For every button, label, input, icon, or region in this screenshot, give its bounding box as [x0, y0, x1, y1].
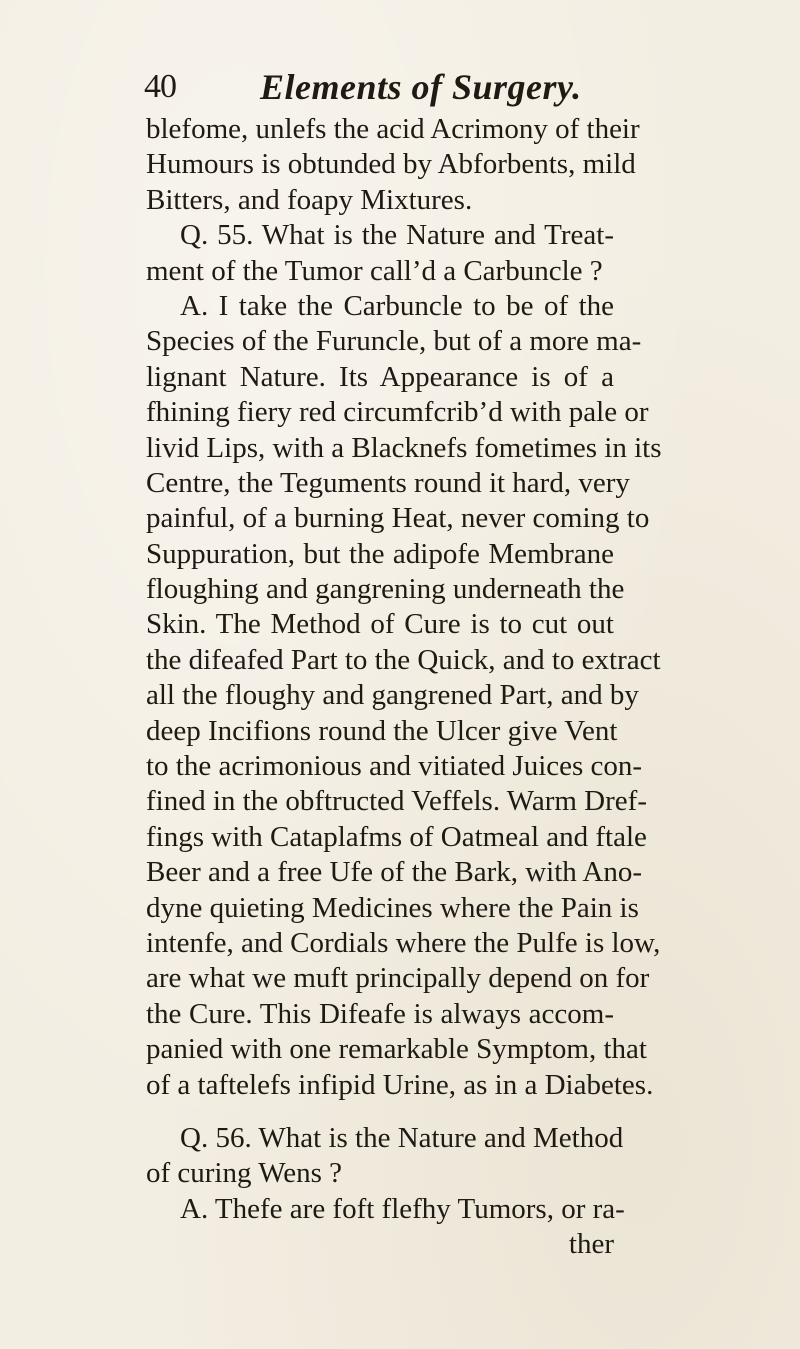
- text-line: fined in the obftructed Veffels. Warm Dref-: [146, 785, 647, 818]
- text-line: floughing and gangrening underneath the: [146, 573, 625, 606]
- text-line: Humours is obtunded by Abforbents, mild: [146, 148, 636, 181]
- text-line: deep Incifions round the Ulcer give Vent: [146, 714, 618, 747]
- text-line: ment of the Tumor call’d a Carbuncle ?: [146, 254, 603, 287]
- text-line: Species of the Furuncle, but of a more ma-: [146, 325, 642, 358]
- text-line: Skin. The Method of Cure is to cut out: [146, 608, 614, 641]
- question-55-line: Q. 55. What is the Nature and Treat-: [180, 219, 614, 252]
- text-line: fings with Cataplafms of Oatmeal and ftale: [146, 820, 647, 853]
- page-header: [144, 66, 614, 112]
- text-line: panied with one remarkable Symptom, that: [146, 1033, 647, 1066]
- question-56-line: Q. 56. What is the Nature and Method: [180, 1121, 624, 1154]
- page-number: 40: [144, 68, 176, 105]
- text-line: fhining fiery red circumfcrib’d with pale or: [146, 396, 649, 429]
- answer-55-line: A. I take the Carbuncle to be of the: [180, 289, 614, 322]
- text-line: of curing Wens ?: [146, 1157, 343, 1190]
- text-line: lignant Nature. Its Appearance is of a: [146, 360, 614, 393]
- text-line: the Cure. This Difeafe is always accom-: [146, 997, 614, 1030]
- text-line: dyne quieting Medicines where the Pain is: [146, 891, 639, 924]
- text-line: Beer and a free Ufe of the Bark, with Ano-: [146, 856, 643, 889]
- running-title: Elements of Surgery.: [260, 67, 582, 107]
- answer-56-line: A. Thefe are foft flefhy Tumors, or ra-: [180, 1192, 625, 1225]
- text-line: the difeafed Part to the Quick, and to extract: [146, 643, 661, 676]
- text-line: painful, of a burning Heat, never coming to: [146, 502, 650, 535]
- text-line: livid Lips, with a Blacknefs fometimes in its: [146, 431, 662, 464]
- paragraph-gap: [146, 1103, 614, 1121]
- text-line: Bitters, and foapy Mixtures.: [146, 183, 473, 216]
- text-line: Suppuration, but the adipofe Membrane: [146, 537, 614, 570]
- text-line: of a taftelefs infipid Urine, as in a Diabetes.: [146, 1068, 654, 1101]
- text-line: blefome, unlefs the acid Acrimony of their: [146, 113, 640, 145]
- catchword: ther: [568, 1228, 614, 1261]
- text-line: all the floughy and gangrened Part, and by: [146, 679, 639, 712]
- text-line: Centre, the Teguments round it hard, very: [146, 466, 630, 499]
- body-text: [146, 112, 662, 1263]
- text-line: intenfe, and Cordials where the Pulfe is low,: [146, 926, 661, 959]
- text-line: to the acrimonious and vitiated Juices con-: [146, 750, 643, 783]
- text-line: are what we muft principally depend on for: [146, 962, 650, 995]
